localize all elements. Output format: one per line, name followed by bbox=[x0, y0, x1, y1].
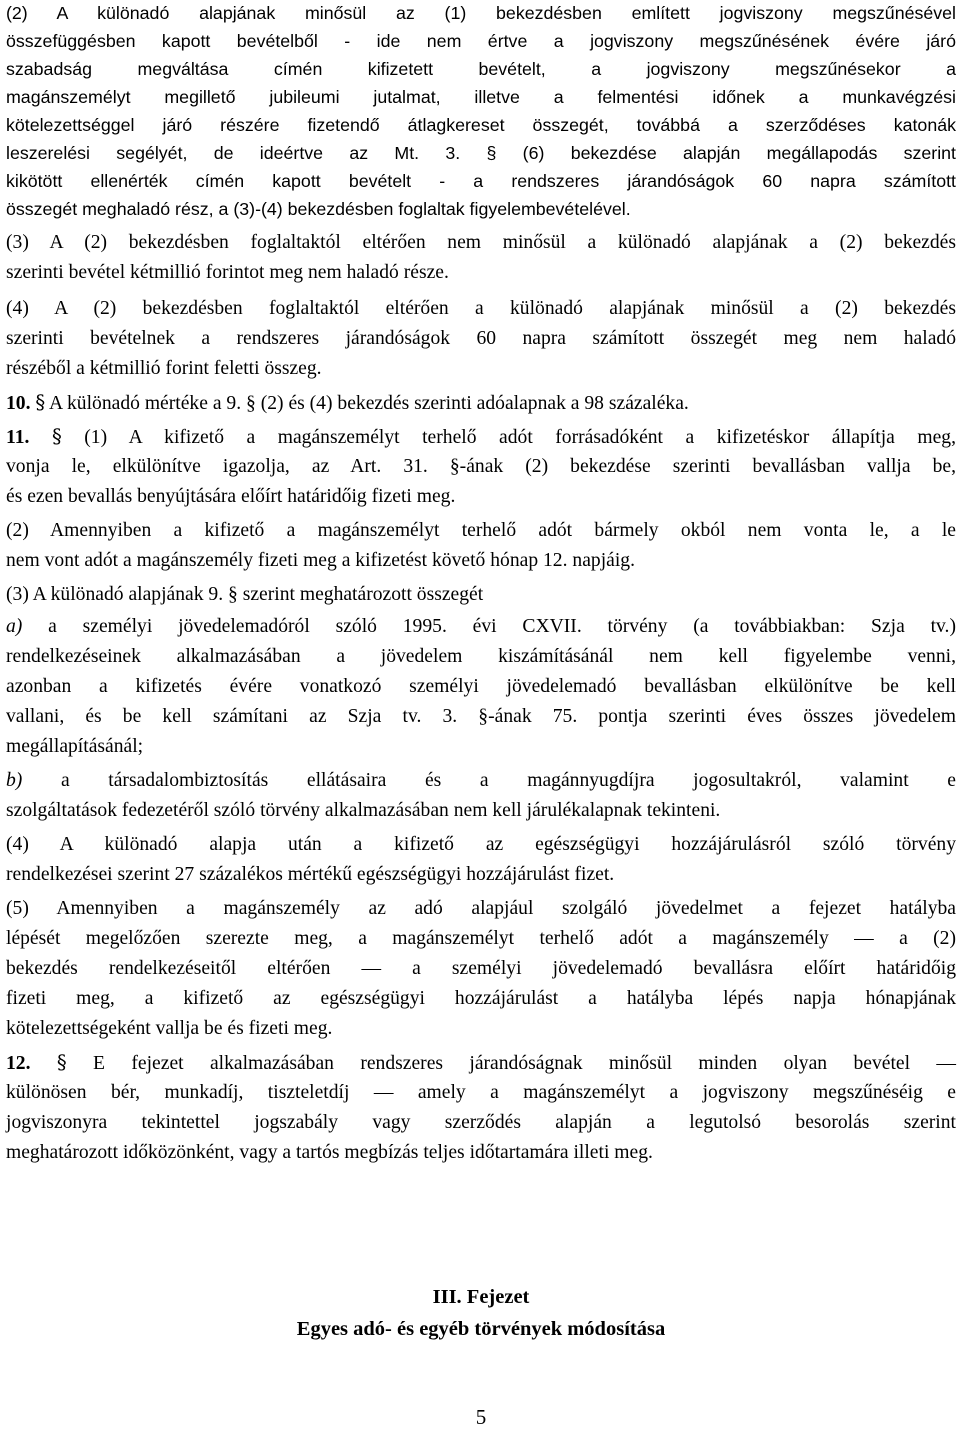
text-line: összefüggésben kapott bevételből - ide nem értve a jogviszony megszűnésének évére járó bbox=[6, 31, 956, 51]
section-sign: § bbox=[51, 425, 62, 448]
text-line: rendelkezéseinek alkalmazásában a jövedelem kiszámításánál nem kell figyelembe venni, bbox=[6, 646, 956, 667]
text-line: jogviszonyra tekintettel jogszabály vagy szerződés alapján a legutolsó besorolás szerint bbox=[6, 1112, 956, 1133]
section-10 bbox=[6, 390, 956, 416]
text-line: szerinti bevételnek a rendszeres járandóságok 60 napra számított összegét meg nem haladó bbox=[6, 328, 956, 349]
text-line: azonban a kifizetés évére vonatkozó személyi jövedelemadó bevallásban elkülönítve be kell bbox=[6, 676, 956, 697]
text-line: (4) A (2) bekezdésben foglaltaktól eltérően a különadó alapjának minősül a (2) bekezdés bbox=[6, 298, 956, 319]
section-number: 11. bbox=[6, 427, 30, 448]
text-line: összegét meghaladó rész, a (3)-(4) bekezdésben foglaltak figyelembevételével. bbox=[6, 199, 631, 219]
text-line: szabadság megváltása címén kifizetett bevételt, a jogviszony megszűnésekor a bbox=[6, 59, 956, 79]
section-number: 10. bbox=[6, 393, 31, 414]
chapter-subtitle: Egyes adó- és egyéb törvények módosítása bbox=[296, 1318, 666, 1340]
section-number: 12. bbox=[6, 1053, 31, 1074]
item-text: a társadalombiztosítás ellátásaira és a magánnyugdíjra jogosultakról, valamint e bbox=[60, 770, 956, 791]
text-line: megállapításánál; bbox=[6, 736, 144, 757]
item-a bbox=[6, 614, 956, 640]
text-line: kikötött ellenérték címén kapott bevételt - a rendszeres járandóságok 60 napra számított bbox=[6, 171, 956, 191]
section-12 bbox=[6, 1050, 956, 1076]
text-line: különösen bér, munkadíj, tiszteletdíj ― amely a magánszemélyt a jogviszony megszűnéséig e bbox=[6, 1082, 956, 1103]
chapter-title: III. Fejezet bbox=[432, 1286, 530, 1308]
text-line: fizeti meg, a kifizető az egészségügyi hozzájárulást a hatályba lépés napja hónapjának bbox=[6, 988, 956, 1009]
text-line: szerinti bevétel kétmillió forintot meg nem haladó része. bbox=[6, 262, 449, 283]
text-line: leszerelési segélyét, de ideértve az Mt. 3. § (6) bekezdése alapján megállapodás szerint bbox=[6, 143, 956, 163]
page-number: 5 bbox=[475, 1405, 487, 1429]
text-line: rendelkezései szerint 27 százalékos mértékű egészségügyi hozzájárulást fizet. bbox=[6, 864, 615, 885]
section-sign: § bbox=[35, 391, 46, 414]
text-line: meghatározott időközönként, vagy a tartós megbízás teljes időtartamára illeti meg. bbox=[6, 1142, 653, 1163]
section-text: E fejezet alkalmazásában rendszeres járandóságnak minősül minden olyan bevétel ― bbox=[93, 1053, 956, 1074]
text-line: nem vont adót a magánszemély fizeti meg a kifizetést követő hónap 12. napjáig. bbox=[6, 550, 635, 571]
text-line: (5) Amennyiben a magánszemély az adó alapjául szolgáló jövedelmet a fejezet hatályba bbox=[6, 898, 956, 919]
text-line: és ezen bevallás benyújtására előírt határidőig fizeti meg. bbox=[6, 486, 456, 507]
item-label: a) bbox=[6, 616, 23, 637]
section-11 bbox=[6, 424, 956, 450]
text-line: (2) A különadó alapjának minősül az (1) bekezdésben említett jogviszony megszűnésével bbox=[6, 3, 956, 23]
text-line: (2) Amennyiben a kifizető a magánszemélyt terhelő adót bármely okból nem vonta le, a le bbox=[6, 520, 956, 541]
text-line: magánszemélyt megillető jubileumi jutalmat, illetve a felmentési időnek a munkavégzési bbox=[6, 87, 956, 107]
text-line: (3) A (2) bekezdésben foglaltaktól eltérően nem minősül a különadó alapjának a (2) bekezdés bbox=[6, 232, 956, 253]
text-line: részéből a kétmillió forint feletti összeg. bbox=[6, 358, 322, 379]
section-text: A különadó mértéke a 9. § (2) és (4) bekezdés szerinti adóalapnak a 98 százaléka. bbox=[49, 393, 689, 414]
text-line: lépését megelőzően szerezte meg, a magánszemélyt terhelő adót a magánszemély ― a (2) bbox=[6, 928, 956, 949]
text-line: bekezdés rendelkezéseitől eltérően ― a személyi jövedelemadó bevallásra előírt határidőig bbox=[6, 958, 956, 979]
item-label: b) bbox=[6, 770, 23, 791]
text-line: kötelezettséggel járó részére fizetendő átlagkereset összegét, továbbá a szerződéses katonák bbox=[6, 115, 956, 135]
text-line: vallani, és be kell számítani az Szja tv. 3. §-ának 75. pontja szerinti éves összes jövedelem bbox=[6, 706, 956, 727]
text-line: (4) A különadó alapja után a kifizető az egészségügyi hozzájárulásról szóló törvény bbox=[6, 834, 956, 855]
text-line: szolgáltatások fedezetéről szóló törvény alkalmazásában nem kell járulékalapnak tekinteni. bbox=[6, 800, 721, 821]
item-b bbox=[6, 768, 956, 794]
text-line: kötelezettségeként vallja be és fizeti meg. bbox=[6, 1018, 333, 1039]
section-sign: § bbox=[56, 1051, 67, 1074]
item-text: a személyi jövedelemadóról szóló 1995. évi CXVII. törvény (a továbbiakban: Szja tv.) bbox=[48, 616, 956, 637]
text-line: (3) A különadó alapjának 9. § szerint meghatározott összegét bbox=[6, 584, 484, 605]
section-text: (1) A kifizető a magánszemélyt terhelő adót forrásadóként a kifizetéskor állapítja meg, bbox=[84, 427, 957, 448]
text-line: vonja le, elkülönítve igazolja, az Art. 31. §-ának (2) bekezdése szerinti bevallásban vallja be, bbox=[6, 456, 956, 477]
